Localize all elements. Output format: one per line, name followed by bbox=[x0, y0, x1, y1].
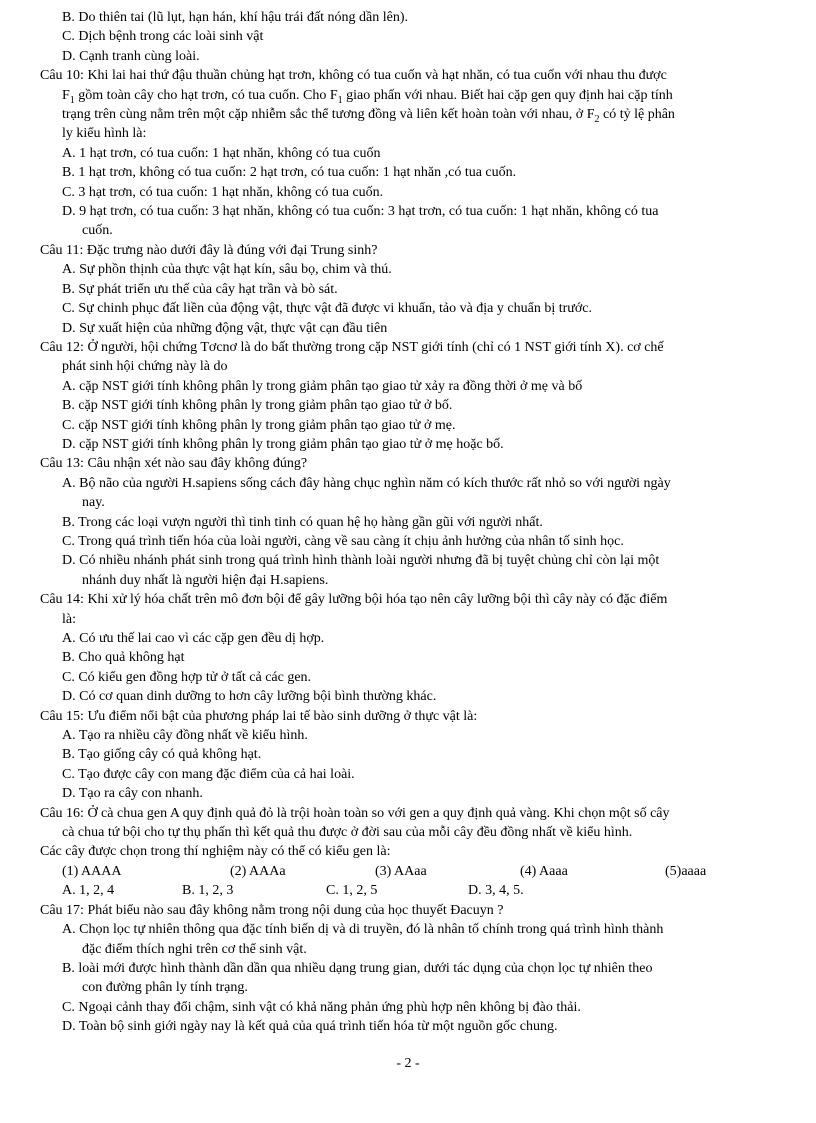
q16-stem: Câu 16: Ở cà chua gen A quy định quả đỏ là trội hoàn toàn so với gen a quy định quả vàng. Khi chọn một số cây cà chua tứ bội cho tự thụ phấn thì kết quả thu được ở đời sau của mỗi cây đều đồng nhất về kiểu hình. Các cây được chọn trong thí nghiệm này có thể có kiểu gen là: bbox=[40, 805, 670, 860]
q13-option-c: C. Trong quá trình tiến hóa của loài người, càng về sau càng ít chịu ảnh hưởng của nhân tố sinh học. bbox=[62, 533, 624, 549]
q10-stem-line2: $F_1$ gồm toàn cây cho hạt trơn, có tua cuốn. Cho $F_1$ giao phấn với nhau. Biết hai cặp gen quy định hai cặp tính bbox=[62, 87, 673, 106]
q14-option-c: C. Có kiểu gen đồng hợp tử ở tất cả các gen. bbox=[62, 669, 312, 685]
q17-option-c: C. Ngoại cảnh thay đổi chậm, sinh vật có khả năng phản ứng phù hợp nên không bị đào thải. bbox=[62, 999, 581, 1015]
q10-stem-line3: trạng trên cùng nằm trên một cặp nhiễm sắc thể tương đồng và liên kết hoàn toàn với nhau, ở $F_2$ có tỷ lệ phân bbox=[62, 107, 675, 125]
q9-option-c: C. Dịch bệnh trong các loài sinh vật bbox=[62, 29, 264, 45]
q10-option-d: D. 9 hạt trơn, có tua cuốn: 3 hạt nhăn, không có tua cuốn: 3 hạt trơn, có tua cuốn: 1 hạt nhăn, không có tua cuốn. bbox=[40, 202, 766, 241]
q12-option-c: C. cặp NST giới tính không phân ly trong giảm phân tạo giao tử ở mẹ. bbox=[62, 417, 456, 433]
q16-genotype-1: (1) AAAA bbox=[62, 863, 122, 879]
q11-option-d: D. Sự xuất hiện của những động vật, thực vật cạn đầu tiên bbox=[62, 320, 388, 336]
q16-genotype-4: (4) Aaaa bbox=[520, 863, 568, 879]
q9-option-b: B. Do thiên tai (lũ lụt, hạn hán, khí hậu trái đất nóng dần lên). bbox=[62, 10, 409, 25]
q10-stem bbox=[40, 66, 766, 144]
q17-option-b: B. loài mới được hình thành dần dần qua nhiều dạng trung gian, dưới tác dụng của chọn lọc tự nhiên theo con đường phân ly tính trạng. bbox=[62, 960, 653, 996]
q10-stem-line1: Câu 10: Khi lai hai thứ đậu thuần chủng hạt trơn, không có tua cuốn và hạt nhăn, có tua cuốn với nhau thu được bbox=[40, 68, 667, 84]
q16-option-d: D. 3, 4, 5. bbox=[468, 883, 524, 899]
q10-option-d-continuation: cuốn. bbox=[82, 223, 113, 239]
q16-genotype-2: (2) AAAa bbox=[230, 863, 286, 879]
q15-stem: Câu 15: Ưu điểm nổi bật của phương pháp lai tế bào sinh dưỡng ở thực vật là: bbox=[40, 708, 478, 724]
q12-option-b: B. cặp NST giới tính không phân ly trong giảm phân tạo giao tử ở bố. bbox=[62, 398, 453, 414]
exam-content bbox=[40, 8, 766, 1037]
q14-option-b: B. Cho quả không hạt bbox=[62, 650, 185, 666]
q17-stem: Câu 17: Phát biểu nào sau đây không nằm trong nội dung của học thuyết Đacuyn ? bbox=[40, 902, 504, 918]
q17-option-a: A. Chọn lọc tự nhiên thông qua đặc tính biến dị và di truyền, đó là nhân tố chính trong quá trình hình thành đặc điểm thích nghi trên cơ thể sinh vật. bbox=[62, 922, 664, 957]
q15-option-b: B. Tạo giống cây có quả không hạt. bbox=[62, 747, 262, 763]
q12-option-a: A. cặp NST giới tính không phân ly trong giảm phân tạo giao tử xảy ra đồng thời ở mẹ và bố bbox=[62, 378, 583, 394]
q12-stem: Câu 12: Ở người, hội chứng Tơcnơ là do bất thường trong cặp NST giới tính (chỉ có 1 NST giới tính X). cơ chế phát sinh hội chứng này là do bbox=[40, 339, 664, 375]
q16-option-c: C. 1, 2, 5 bbox=[326, 883, 378, 899]
q10-option-a: A. 1 hạt trơn, có tua cuốn: 1 hạt nhăn, không có tua cuốn bbox=[62, 145, 381, 161]
q11-option-c: C. Sự chinh phục đất liền của động vật, thực vật đã được vi khuẩn, tảo và địa y chuẩn bị trước. bbox=[62, 301, 592, 317]
q11-option-b: B. Sự phát triển ưu thế của cây hạt trần và bò sát. bbox=[62, 281, 338, 297]
q15-option-d: D. Tạo ra cây con nhanh. bbox=[62, 786, 203, 802]
q15-option-a: A. Tạo ra nhiều cây đồng nhất về kiểu hình. bbox=[62, 728, 308, 744]
q16-genotype-5: (5)aaaa bbox=[665, 863, 707, 879]
q16-option-b: B. 1, 2, 3 bbox=[182, 883, 234, 899]
q13-option-a: A. Bộ não của người H.sapiens sống cách đây hàng chục nghìn năm có kích thước rất nhỏ so với người ngày nay. bbox=[62, 475, 671, 511]
q11-option-a: A. Sự phồn thịnh của thực vật hạt kín, sâu bọ, chim và thú. bbox=[62, 262, 392, 278]
q16-option-a: A. 1, 2, 4 bbox=[62, 883, 115, 899]
q10-option-b: B. 1 hạt trơn, không có tua cuốn: 2 hạt trơn, có tua cuốn: 1 hạt nhăn ,có tua cuốn. bbox=[62, 165, 517, 181]
q12-option-d: D. cặp NST giới tính không phân ly trong giảm phân tạo giao tử ở mẹ hoặc bố. bbox=[62, 436, 504, 452]
q14-option-d: D. Có cơ quan dinh dưỡng to hơn cây lưỡng bội bình thường khác. bbox=[62, 689, 437, 705]
q16-genotype-3: (3) AAaa bbox=[375, 863, 427, 879]
q11-stem: Câu 11: Đặc trưng nào dưới đây là đúng với đại Trung sinh? bbox=[40, 242, 378, 258]
q16-genotype-list bbox=[40, 862, 766, 881]
q13-option-d: D. Có nhiều nhánh phát sinh trong quá trình hình thành loài người nhưng đã bị tuyệt chủng chỉ còn lại một nhánh duy nhất là người hiện đại H.sapiens. bbox=[62, 553, 660, 588]
q10-option-c: C. 3 hạt trơn, có tua cuốn: 1 hạt nhăn, không có tua cuốn. bbox=[62, 184, 384, 200]
q13-option-b: B. Trong các loại vượn người thì tinh tinh có quan hệ họ hàng gần gũi với người nhất. bbox=[62, 514, 543, 530]
q14-option-a: A. Có ưu thế lai cao vì các cặp gen đều dị hợp. bbox=[62, 631, 325, 646]
q17-option-d: D. Toàn bộ sinh giới ngày nay là kết quả của quá trình tiến hóa từ một nguồn gốc chung. bbox=[62, 1019, 558, 1035]
q15-option-c: C. Tạo được cây con mang đặc điểm của cả hai loài. bbox=[62, 766, 355, 782]
q14-stem: Câu 14: Khi xử lý hóa chất trên mô đơn bội để gây lưỡng bội hóa tạo nên cây lưỡng bội thì cây này có đặc điểm là: bbox=[40, 592, 668, 627]
q16-answer-list bbox=[40, 881, 766, 900]
q9-option-d: D. Cạnh tranh cùng loài. bbox=[62, 48, 200, 64]
page-number: - 2 - bbox=[396, 1056, 420, 1071]
q13-stem: Câu 13: Câu nhận xét nào sau đây không đúng? bbox=[40, 456, 308, 472]
q10-stem-line4: ly kiểu hình là: bbox=[62, 126, 147, 142]
